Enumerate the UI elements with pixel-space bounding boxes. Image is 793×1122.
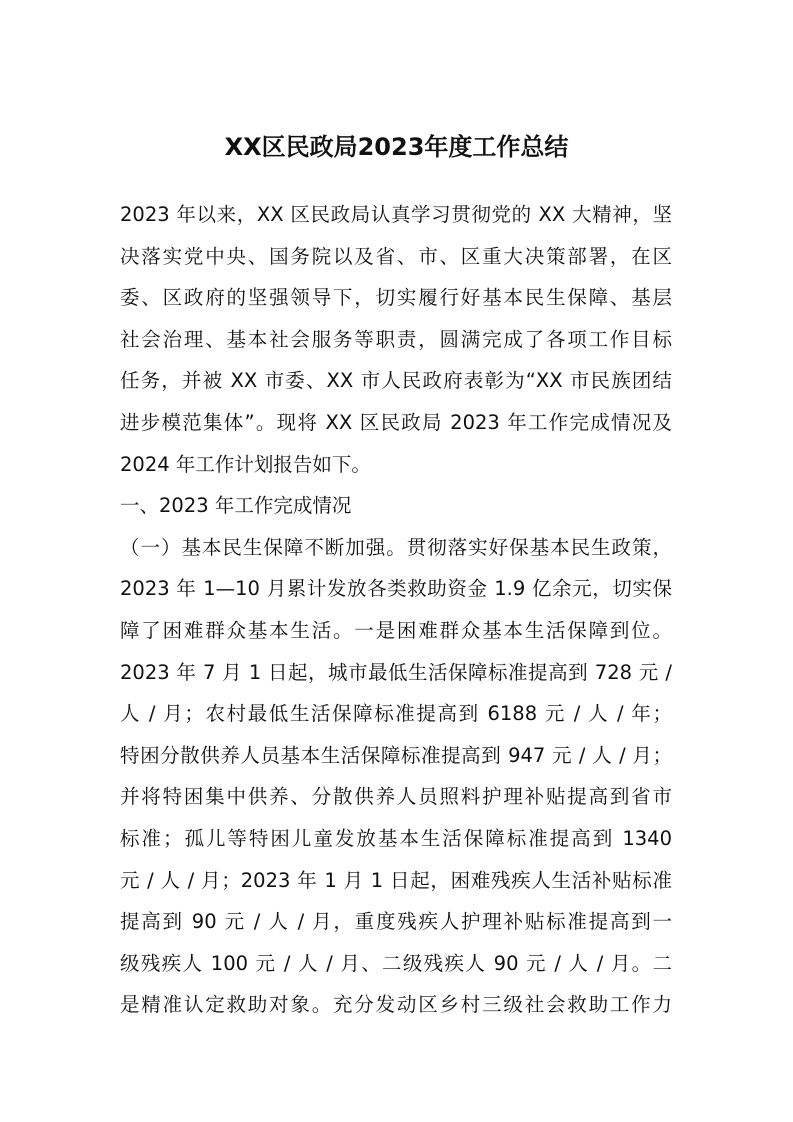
text-line: （一）基本民生保障不断加强。贯彻落实好保基本民生政策， [120, 535, 672, 559]
text-line: 2023 年以来，XX 区民政局认真学习贯彻党的 XX 大精神，坚 [120, 203, 672, 226]
text-line: 进步模范集体”。现将 XX 区民政局 2023 年工作完成情况及 [120, 410, 672, 434]
text-line: 是精准认定救助对象。充分发动区乡村三级社会救助工作力 [120, 993, 672, 1017]
text-line: 社会治理、基本社会服务等职责，圆满完成了各项工作目标 [120, 327, 672, 351]
text-line: 决落实党中央、国务院以及省、市、区重大决策部署，在区 [120, 244, 672, 268]
text-line: 2023 年 1—10 月累计发放各类救助资金 1.9 亿余元，切实保 [120, 577, 672, 601]
section-heading: 一、2023 年工作完成情况 [120, 494, 352, 518]
text-line: 任务，并被 XX 市委、XX 市人民政府表彰为“XX 市民族团结 [120, 369, 672, 393]
document-body [120, 194, 672, 1026]
text-line: 标准；孤儿等特困儿童发放基本生活保障标准提高到 1340 [120, 826, 672, 850]
text-line: 障了困难群众基本生活。一是困难群众基本生活保障到位。 [120, 618, 672, 642]
text-line: 2024 年工作计划报告如下。 [120, 452, 371, 476]
text-line: 人 / 月；农村最低生活保障标准提高到 6188 元 / 人 / 年； [120, 702, 672, 726]
text-line: 委、区政府的坚强领导下，切实履行好基本民生保障、基层 [120, 286, 672, 310]
text-line: 元 / 人 / 月；2023 年 1 月 1 日起，困难残疾人生活补贴标准 [120, 868, 672, 892]
text-line: 2023 年 7 月 1 日起，城市最低生活保障标准提高到 728 元 / [120, 660, 672, 684]
text-line: 并将特困集中供养、分散供养人员照料护理补贴提高到省市 [120, 785, 672, 809]
text-line: 提高到 90 元 / 人 / 月，重度残疾人护理补贴标准提高到一 [120, 910, 672, 934]
text-line: 特困分散供养人员基本生活保障标准提高到 947 元 / 人 / 月； [120, 743, 672, 767]
document-title: XX区民政局2023年度工作总结 [224, 133, 569, 161]
text-line: 级残疾人 100 元 / 人 / 月、二级残疾人 90 元 / 人 / 月。二 [120, 951, 672, 975]
